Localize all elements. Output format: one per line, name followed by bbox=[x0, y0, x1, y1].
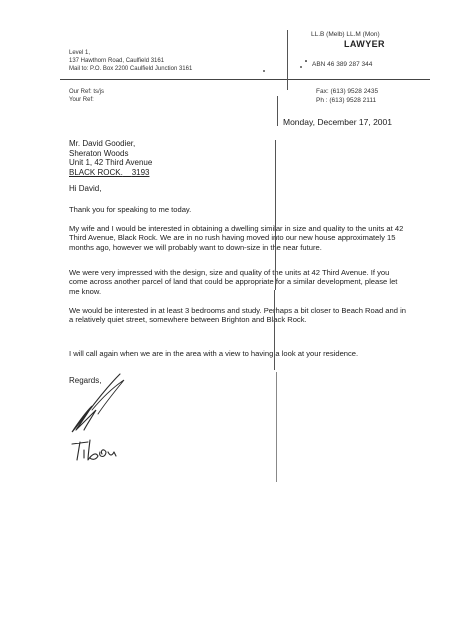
your-ref: Your Ref: bbox=[69, 97, 94, 103]
phone-number: Ph : (613) 9528 2111 bbox=[316, 97, 377, 104]
scan-line-4 bbox=[274, 290, 275, 370]
scan-speck bbox=[300, 66, 302, 68]
closing: Regards, bbox=[69, 376, 102, 385]
body-paragraph-5: I will call again when we are in the area with a view to having a look at your residence. bbox=[69, 349, 359, 358]
scan-speck bbox=[263, 70, 265, 72]
recipient-city: BLACK ROCK. bbox=[69, 167, 123, 177]
body-paragraph-3: We were very impressed with the design, size and quality of the units at 42 Third Avenue. If you come across another parcel of land that could be appropriate for a similar development, please let me know. bbox=[69, 268, 398, 296]
our-ref: Our Ref: ts/js bbox=[69, 89, 105, 95]
contact-block bbox=[316, 87, 378, 105]
recipient-line-3: Unit 1, 42 Third Avenue bbox=[69, 158, 153, 168]
lawyer-title: LAWYER bbox=[344, 39, 385, 49]
address-line-1: Level 1, bbox=[69, 50, 91, 56]
scan-line-3 bbox=[275, 140, 276, 290]
body-paragraph-1: Thank you for speaking to me today. bbox=[69, 205, 192, 214]
scan-line-top bbox=[287, 30, 288, 90]
body-paragraph-2: My wife and I would be interested in obtaining a dwelling similar in size and quality to the units at 42 Third Avenue, Black Rock. We are in no rush having moved into our new house approximately 15 months ago, however we will probably want to down-size in the near future. bbox=[69, 224, 404, 252]
abn-number: ABN 46 389 287 344 bbox=[312, 61, 373, 68]
letterhead-address bbox=[69, 49, 192, 73]
scan-speck bbox=[305, 60, 307, 62]
recipient-name: Mr. David Goodier, bbox=[69, 139, 136, 148]
recipient-line-2: Sheraton Woods bbox=[69, 148, 129, 158]
address-line-2: 137 Hawthorn Road, Caulfield 3161 bbox=[69, 58, 165, 64]
fax-number: Fax: (613) 9528 2435 bbox=[316, 88, 379, 95]
lawyer-qualifications: LL.B (Melb) LL.M (Mon) bbox=[311, 31, 380, 38]
recipient-city-line bbox=[69, 168, 152, 178]
scan-line-2 bbox=[277, 96, 278, 126]
letterhead-divider bbox=[60, 79, 430, 80]
recipient-postcode: 3193 bbox=[131, 167, 150, 177]
letter-date: Monday, December 17, 2001 bbox=[283, 117, 392, 127]
recipient-address bbox=[69, 139, 152, 177]
salutation: Hi David, bbox=[69, 184, 102, 193]
signature-initials bbox=[68, 436, 128, 466]
reference-block bbox=[69, 88, 104, 104]
scan-line-5 bbox=[276, 372, 277, 482]
address-line-3: Mail to: P.O. Box 2200 Caulfield Junction 3161 bbox=[69, 66, 193, 72]
body-paragraph-4: We would be interested in at least 3 bedrooms and study. Perhaps a bit closer to Beach Road and in a relatively quiet street, somewhere between Brighton and Black Rock. bbox=[69, 306, 406, 325]
